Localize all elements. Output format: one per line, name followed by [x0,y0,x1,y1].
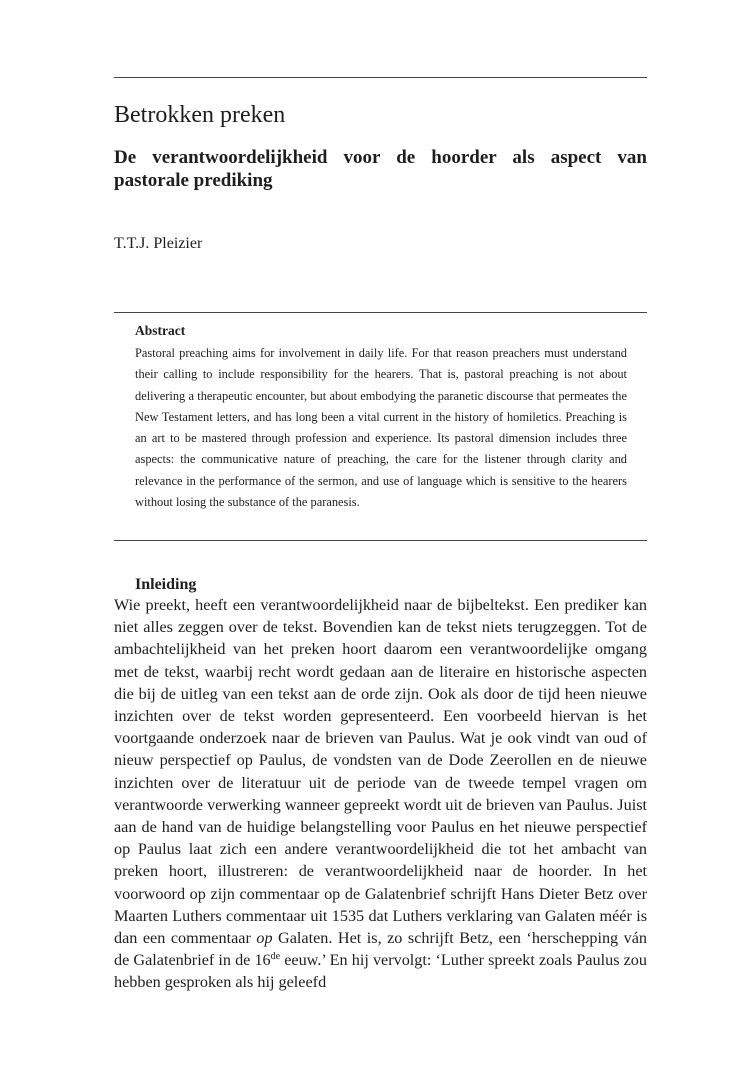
body-text-superscript: de [270,951,281,963]
section-heading: Inleiding [135,576,197,593]
top-rule [114,77,647,78]
body-text-emphasis: op [256,929,273,948]
abstract-bottom-rule [114,540,647,541]
article-subtitle: De verantwoordelijkheid voor de hoorder als aspect van pastorale prediking [114,147,647,191]
section-body-text [114,594,647,994]
body-text-part-2: Galaten. Het is, zo schrijft Betz, een ‘herschepping ván de Galatenbrief in de 16 [114,929,647,970]
abstract-top-rule [114,312,647,313]
article-title: Betrokken preken [114,102,286,128]
article-author: T.T.J. Pleizier [114,235,203,252]
abstract-heading: Abstract [135,323,186,338]
abstract-block [135,322,627,513]
body-text-part-1: Wie preekt, heeft een verantwoordelijkheid naar de bijbeltekst. Een prediker kan niet alles zeggen over de tekst. Bovendien kan de tekst niets terugzeggen. Tot de ambachtelijkheid van het preken hoort daarom een verantwoordelijke omgang met de tekst, waarbij recht wordt gedaan aan de literaire en historische aspecten die bij de uitleg van een tekst aan de orde zijn. Ook als door de tijd heen nieuwe inzichten over de tekst worden gepresenteerd. Een voorbeeld hiervan is het voortgaande onderzoek naar de brieven van Paulus. Wat je ook vindt van oud of nieuw perspectief op Paulus, de vondsten van de Dode Zeerollen en de nieuwe inzichten over de literatuur uit de periode van de tweede tempel vragen om verantwoorde verwerking wanneer gepreekt wordt uit de brieven van Paulus. Juist aan de hand van de huidige belangstelling voor Paulus en het nieuwe perspectief op Paulus laat zich een andere verantwoordelijkheid die tot het ambacht van preken hoort, illustreren: de verantwoordelijkheid naar de hoorder. In het voorwoord op zijn commentaar op de Galatenbrief schrijft Hans Dieter Betz over Maarten Luthers commentaar uit 1535 dat Luthers verklaring van Galaten méér is dan een commentaar [114,596,647,948]
body-text-part-3: eeuw.’ En hij vervolgt: ‘Luther spreekt zoals Paulus zou hebben gesproken als hij geleefd [114,951,647,992]
abstract-text: Pastoral preaching aims for involvement in daily life. For that reason preachers must understand their calling to include responsibility for the hearers. That is, pastoral preaching is not about delivering a therapeutic encounter, but about embodying the paranetic discourse that permeates the New Testament letters, and has long been a vital current in the history of homiletics. Preaching is an art to be mastered through profession and experience. Its pastoral dimension includes three aspects: the communicative nature of preaching, the care for the listener through clarity and relevance in the performance of the sermon, and use of language which is sensitive to the hearers without losing the substance of the paranesis. [135,346,627,510]
